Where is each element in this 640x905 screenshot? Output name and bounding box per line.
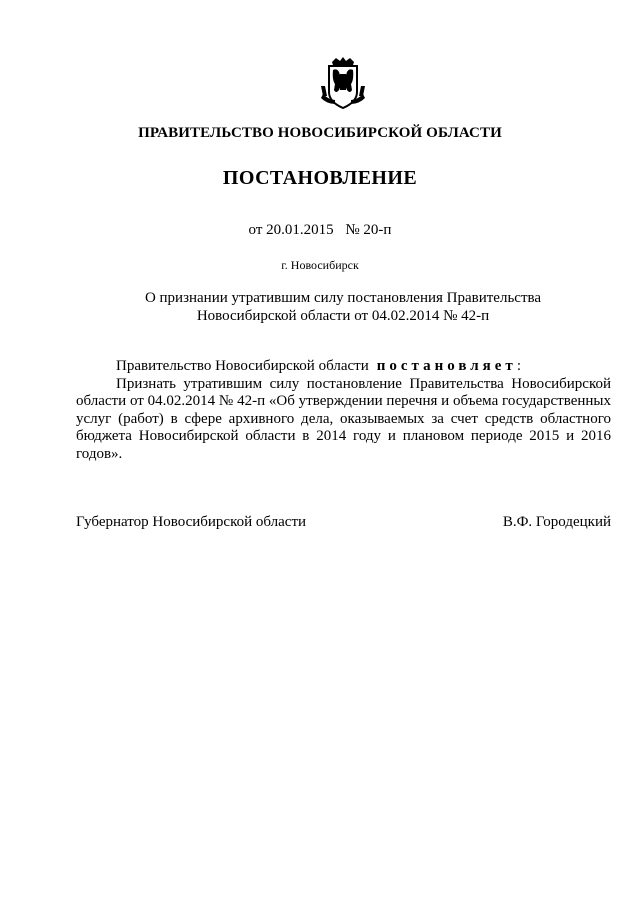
preamble-text: Правительство Новосибирской области	[116, 358, 369, 374]
subject-line-2: Новосибирской области от 04.02.2014 № 42-п	[196, 308, 490, 324]
signatory-name: В.Ф. Городецкий	[502, 514, 611, 530]
document-type: ПОСТАНОВЛЕНИЕ	[222, 167, 418, 189]
city: г. Новосибирск	[281, 258, 359, 272]
document-date: от 20.01.2015	[248, 222, 334, 238]
decree-colon: :	[516, 358, 521, 374]
subject-line-1: О признании утратившим силу постановления Правительства	[144, 290, 542, 306]
document-number: № 20-п	[345, 222, 392, 238]
organization-title: ПРАВИТЕЛЬСТВО НОВОСИБИРСКОЙ ОБЛАСТИ	[138, 125, 502, 141]
main-paragraph: Признать утратившим силу постановление Правительства Новосибирской области от 04.02.2014 № 42-п «Об утверждении перечня и объема государственных услуг (работ) в сфере архивного дела, оказываемых за счет средств областного бюджета Новосибирской области в 2014 году и плановом периоде 2015 и 2016 годов».	[76, 375, 611, 462]
coat-of-arms-icon	[315, 56, 371, 116]
preamble-paragraph	[76, 358, 611, 376]
document-subject	[130, 289, 556, 325]
decree-word: постановляет	[376, 358, 517, 374]
date-line	[0, 222, 640, 239]
document-body	[76, 358, 611, 463]
signatory-position: Губернатор Новосибирской области	[76, 514, 307, 530]
